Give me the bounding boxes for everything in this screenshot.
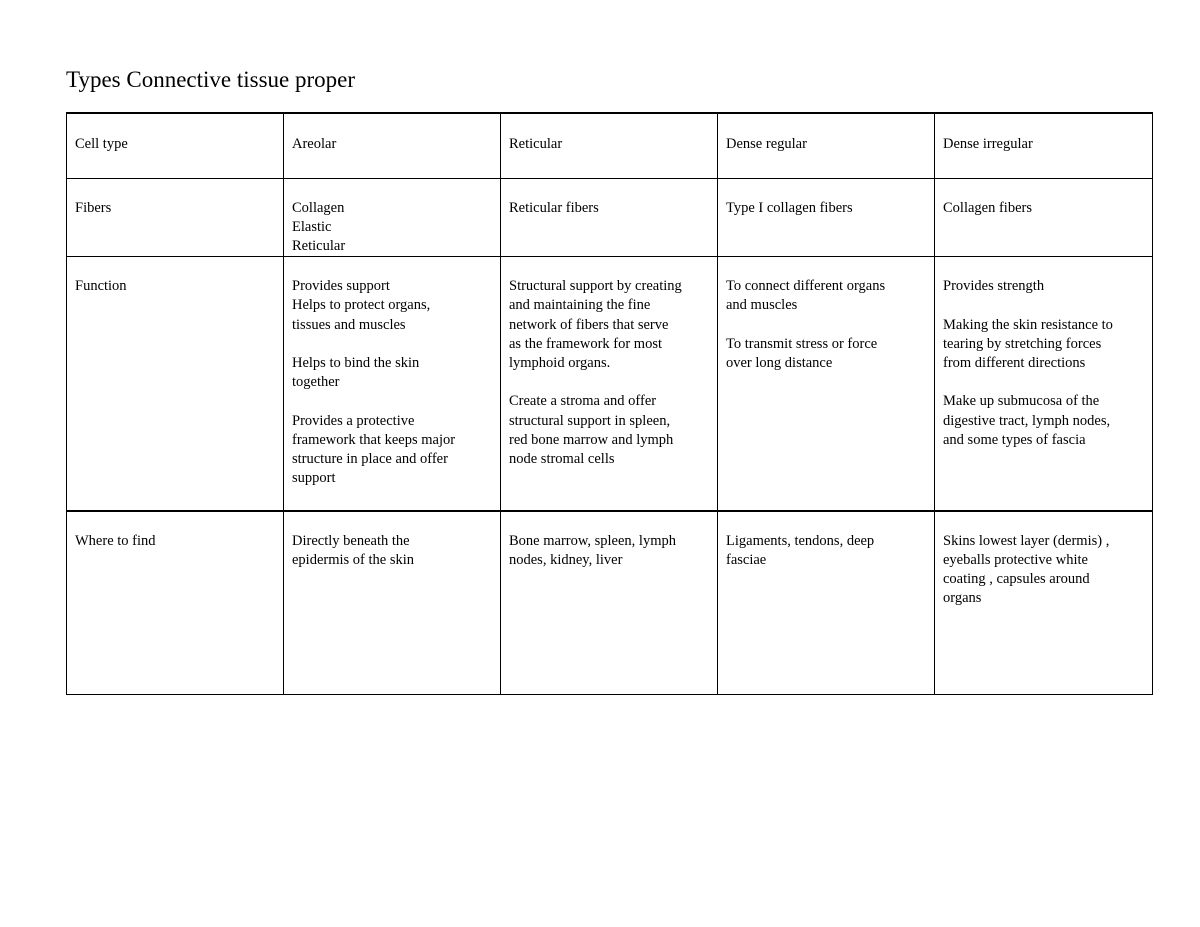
cell-text-line: Making the skin resistance to: [943, 316, 1113, 333]
cell-text-line: together: [292, 374, 340, 391]
cell-text-line: Type I collagen fibers: [726, 199, 853, 216]
page-title: Types Connective tissue proper: [66, 67, 356, 92]
cell-text-line: Bone marrow, spleen, lymph: [509, 532, 676, 549]
cell-text-line: structure in place and offer: [292, 450, 448, 467]
table-cell: [718, 178, 935, 257]
cell-text-line: support: [292, 470, 336, 487]
connective-tissue-table: [66, 112, 1153, 695]
table-row-fibers: [67, 178, 1153, 257]
cell-text-line: Elastic: [292, 218, 332, 235]
cell-text-line: network of fibers that serve: [509, 316, 669, 333]
cell-text-line: tissues and muscles: [292, 316, 406, 333]
cell-text-line: To transmit stress or force: [726, 335, 878, 352]
row-header-where: [67, 511, 284, 695]
table-cell: [501, 113, 718, 178]
cell-text-line: coating , capsules around: [943, 571, 1090, 588]
table-cell: [284, 257, 501, 511]
cell-text-line: digestive tract, lymph nodes,: [943, 412, 1111, 429]
table-row-where: [67, 511, 1153, 695]
row-header-function: [67, 257, 284, 511]
cell-text-line: Provides strength: [943, 278, 1045, 295]
cell-text-line: and muscles: [726, 297, 798, 314]
cell-text-line: Collagen: [292, 199, 345, 216]
cell-text-line: Reticular: [292, 237, 346, 254]
cell-text-line: and maintaining the fine: [509, 297, 651, 314]
cell-text-line: node stromal cells: [509, 450, 615, 467]
cell-text-line: red bone marrow and lymph: [509, 431, 674, 448]
cell-text-line: Helps to protect organs,: [292, 297, 431, 314]
table-cell: [718, 113, 935, 178]
cell-text-line: from different directions: [943, 354, 1086, 371]
cell-text-line: Reticular: [509, 136, 563, 152]
row-label: Where to find: [75, 532, 156, 549]
cell-text-line: Make up submucosa of the: [943, 393, 1100, 410]
cell-text-line: lymphoid organs.: [509, 354, 611, 371]
cell-text-line: tearing by stretching forces: [943, 335, 1102, 352]
cell-text-line: framework that keeps major: [292, 431, 456, 448]
cell-text-line: eyeballs protective white: [943, 551, 1088, 568]
cell-text-line: Dense regular: [726, 136, 807, 152]
table-row-function: [67, 257, 1153, 511]
cell-text-line: epidermis of the skin: [292, 551, 415, 568]
cell-text-line: Dense irregular: [943, 136, 1033, 152]
table-cell: [935, 113, 1153, 178]
cell-text-line: and some types of fascia: [943, 431, 1086, 448]
row-header-celltype: [67, 113, 284, 178]
table-cell: [718, 511, 935, 695]
cell-text-line: Directly beneath the: [292, 532, 410, 549]
table-cell: [935, 178, 1153, 257]
cell-text-line: Areolar: [292, 136, 337, 152]
table-cell: [501, 257, 718, 511]
table-cell: [501, 511, 718, 695]
cell-text-line: organs: [943, 590, 982, 607]
table-cell: [284, 113, 501, 178]
cell-text-line: Provides a protective: [292, 412, 415, 429]
cell-text-line: Helps to bind the skin: [292, 354, 420, 371]
row-label: Cell type: [75, 136, 128, 152]
cell-text-line: fasciae: [726, 551, 767, 568]
table-cell: [501, 178, 718, 257]
table-cell: [718, 257, 935, 511]
cell-text-line: over long distance: [726, 354, 833, 371]
cell-text-line: Reticular fibers: [509, 199, 599, 216]
row-label: Function: [75, 278, 127, 295]
cell-text-line: Provides support: [292, 278, 390, 295]
cell-text-line: structural support in spleen,: [509, 412, 671, 429]
cell-text-line: Create a stroma and offer: [509, 393, 657, 410]
cell-text-line: Collagen fibers: [943, 199, 1032, 216]
table-cell: [284, 178, 501, 257]
row-header-fibers: [67, 178, 284, 257]
table-body: [67, 113, 1153, 695]
cell-text-line: as the framework for most: [509, 335, 663, 352]
table-cell: [935, 257, 1153, 511]
cell-text-line: Ligaments, tendons, deep: [726, 532, 875, 549]
cell-text-line: Skins lowest layer (dermis) ,: [943, 532, 1110, 549]
cell-text-line: nodes, kidney, liver: [509, 551, 623, 568]
cell-text-line: Structural support by creating: [509, 278, 682, 295]
cell-text-line: To connect different organs: [726, 278, 886, 295]
table-cell: [284, 511, 501, 695]
row-label: Fibers: [75, 199, 112, 216]
table-cell: [935, 511, 1153, 695]
table-row-celltype: [67, 113, 1153, 178]
